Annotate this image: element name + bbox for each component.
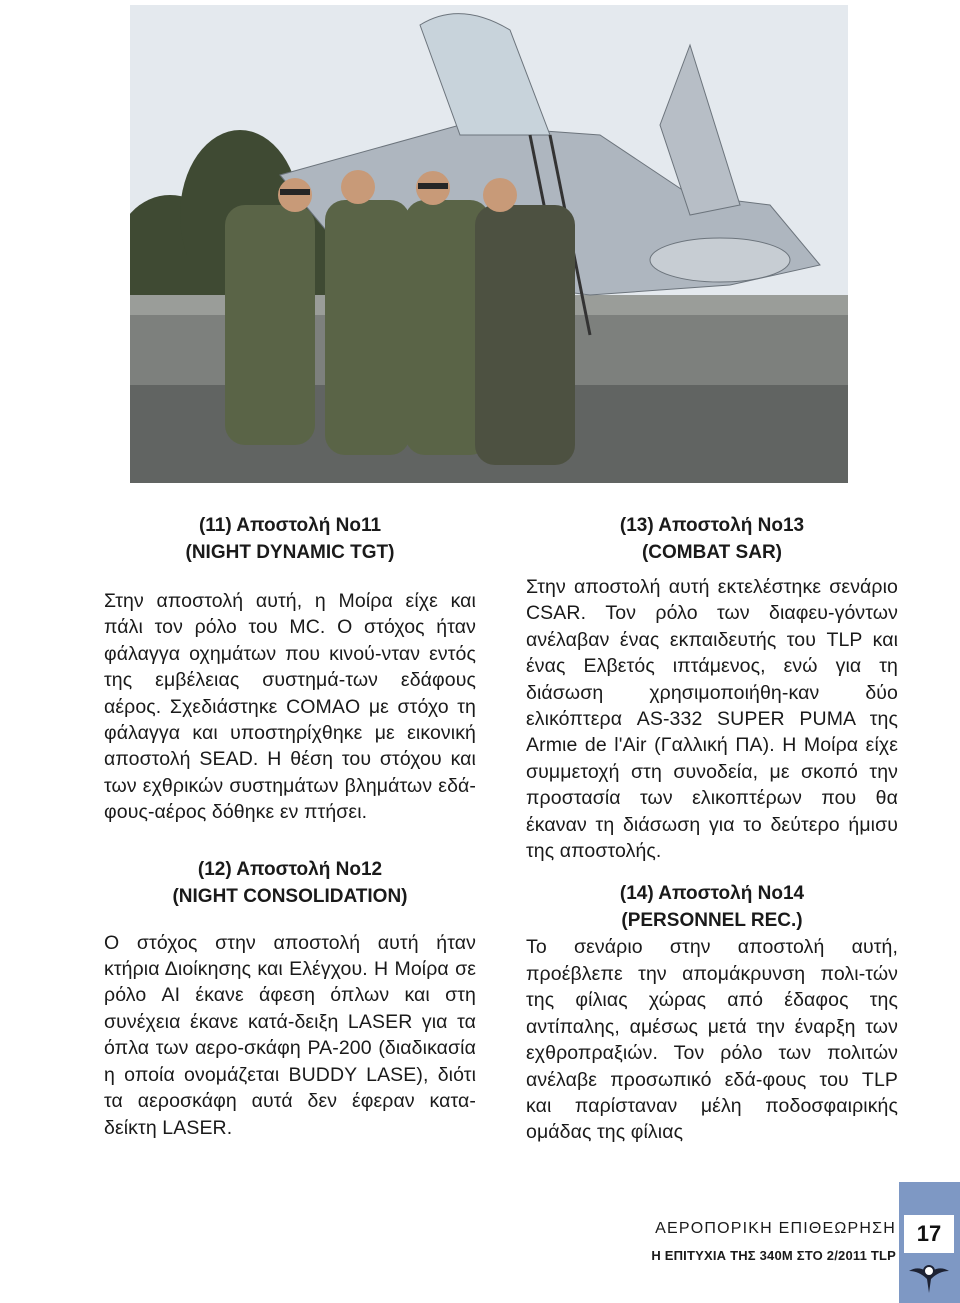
heading-mission-11-line1: (11) Αποστολή Νο11 [198, 515, 382, 536]
group-photo-pilots-with-fighter-jet [130, 5, 848, 483]
footer-article-title: Η ΕΠΙΤΥΧΙΑ ΤΗΣ 340Μ ΣΤΟ 2/2011 TLP [651, 1248, 896, 1263]
heading-mission-14 [526, 880, 898, 934]
heading-mission-11 [104, 512, 476, 566]
footer-magazine-title: ΑΕΡΟΠΟΡΙΚΗ ΕΠΙΘΕΩΡΗΣΗ [655, 1220, 896, 1237]
paragraph-mission-13: Στην αποστολή αυτή εκτελέστηκε σενάριο CSAR. Τον ρόλο των διαφευ-γόντων ανέλαβαν ένας εκπαιδευτής του TLP και ένας Ελβετός ιπτάμενος, ενώ για τη διάσωση χρησιμοποιήθη-καν δύο ελικόπτερα AS-332 SUPER PUMA της Armιe de l'Air (Γαλλική ΠΑ). Η Μοίρα είχε συμμετοχή στη συνοδεία, με σκοπό την προστασία των ελικοπτέρων που θα έκαναν τη διάσωση για το δεύτερο ήμισυ της αποστολής. [526, 576, 898, 863]
heading-mission-13-line2: (COMBAT SAR) [641, 542, 782, 563]
page-number: 17 [904, 1215, 954, 1253]
heading-mission-14-line1: (14) Αποστολή Νο14 [619, 883, 805, 905]
air-force-emblem-icon [907, 1257, 951, 1297]
heading-mission-13 [526, 512, 898, 566]
left-column [104, 512, 476, 1141]
heading-mission-14-line2: (PERSONNEL REC.) [621, 910, 803, 932]
article-photo [130, 5, 848, 483]
heading-mission-12 [104, 856, 476, 910]
paragraph-mission-11: Στην αποστολή αυτή, η Μοίρα είχε και πάλι τον ρόλο του MC. Ο στόχος ήταν φάλαγγα οχημάτων που κινού-νταν εντός της εμβέλειας συστημά-των εδάφους αέρος. Σχεδιάστηκε COMAO με στόχο τη φάλαγγα και υποστηρίχθηκε με εικονική αποστολή SEAD. Η θέση του στόχου και των εχθρικών συστημάτων βλημάτων εδά-φους-αέρος δόθηκε εν πτήσει. [104, 590, 476, 824]
heading-mission-13-line1: (13) Αποστολή Νο13 [619, 515, 805, 536]
heading-mission-12-line1: (12) Αποστολή Νο12 [197, 858, 383, 880]
paragraph-mission-12: Ο στόχος στην αποστολή αυτή ήταν κτήρια Διοίκησης και Ελέγχου. Η Μοίρα σε ρόλο AI έκανε άφεση όπλων και στη συνέχεια έκανε κατά-δειξη LASER για τα όπλα των αερο-σκάφη PA-200 (διαδικασία η οποία ονομάζεται BUDDY LASE), διότι τα αεροσκάφη αυτά δεν έφεραν κατα-δείκτη LASER. [104, 931, 476, 1139]
paragraph-mission-14: Το σενάριο στην αποστολή αυτή, προέβλεπε την απομάκρυνση πολι-τών της φίλιας χώρας από έδαφος της αντίπαλης, αμέσως μετά την έναρξη των εχθροπραξιών. Τον ρόλο των πολιτών ανέλαβε προσωπικό εδά-φους του TLP και παρίσταναν μέλη ποδοσφαιρικής ομάδας της φίλιας [526, 936, 898, 1144]
heading-mission-11-line2: (NIGHT DYNAMIC TGT) [185, 542, 395, 563]
right-column [526, 512, 898, 1146]
heading-mission-12-line2: (NIGHT CONSOLIDATION) [172, 885, 408, 907]
